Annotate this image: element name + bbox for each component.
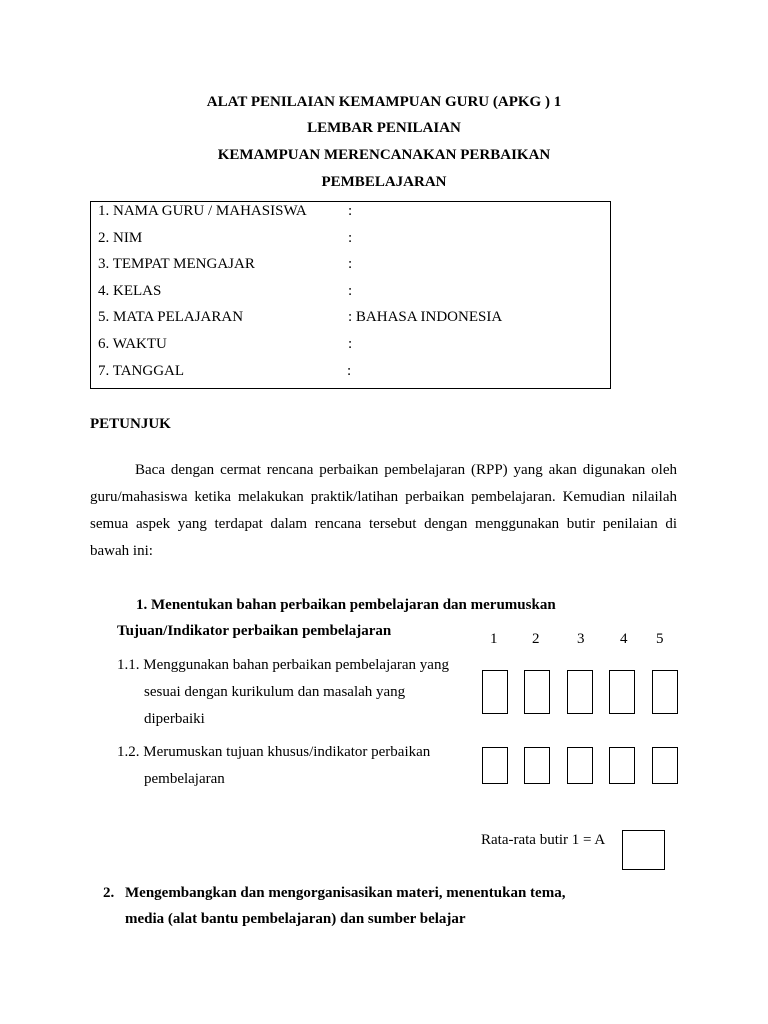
item-1-2-score-5[interactable]	[652, 747, 678, 784]
instructions-line-3: semua aspek yang terdapat dalam rencana tersebut dengan menggunakan butir penilaian di	[90, 516, 677, 532]
item-1-2-score-3[interactable]	[567, 747, 593, 784]
scale-label-2: 2	[532, 631, 540, 647]
identity-label-place: 3. TEMPAT MENGAJAR	[98, 256, 255, 272]
identity-value-date: :	[347, 363, 352, 379]
section-1-title-cont: Tujuan/Indikator perbaikan pembelajaran	[117, 623, 392, 639]
section-2-number: 2.	[103, 885, 115, 901]
section-1-title: 1. Menentukan bahan perbaikan pembelajaran dan merumuskan	[136, 597, 556, 613]
item-1-1-score-1[interactable]	[482, 670, 508, 714]
identity-label-date: 7. TANGGAL	[98, 363, 185, 379]
item-1-2-score-4[interactable]	[609, 747, 635, 784]
section-2-title: Mengembangkan dan mengorganisasikan materi, menentukan tema,	[125, 885, 566, 901]
identity-label-subject: 5. MATA PELAJARAN	[98, 309, 244, 325]
item-1-1-score-3[interactable]	[567, 670, 593, 714]
instructions-line-1: Baca dengan cermat rencana perbaikan pembelajaran (RPP) yang akan digunakan oleh	[135, 462, 677, 478]
identity-value-time: :	[348, 336, 353, 352]
identity-value-subject: : BAHASA INDONESIA	[348, 309, 503, 325]
form-subtitle-3: PEMBELAJARAN	[321, 174, 447, 190]
scale-label-4: 4	[620, 631, 628, 647]
instructions-line-2: guru/mahasiswa ketika melakukan praktik/latihan perbaikan pembelajaran. Kemudian nilailah	[90, 489, 677, 505]
identity-label-nim: 2. NIM	[98, 230, 143, 246]
identity-box	[90, 201, 611, 389]
scale-label-5: 5	[656, 631, 664, 647]
identity-value-place: :	[348, 256, 353, 272]
identity-label-name: 1. NAMA GURU / MAHASISWA	[98, 203, 307, 219]
item-1-1-line-2: sesuai dengan kurikulum dan masalah yang	[144, 684, 406, 700]
item-1-1-score-4[interactable]	[609, 670, 635, 714]
average-label: Rata-rata butir 1 = A	[481, 832, 606, 848]
identity-label-class: 4. KELAS	[98, 283, 162, 299]
instructions-line-4: bawah ini:	[90, 543, 153, 559]
instructions-heading: PETUNJUK	[90, 416, 171, 432]
scale-label-3: 3	[577, 631, 585, 647]
item-1-1-score-5[interactable]	[652, 670, 678, 714]
item-1-2-line-1: 1.2. Merumuskan tujuan khusus/indikator perbaikan	[117, 744, 431, 760]
item-1-1-line-3: diperbaiki	[144, 711, 205, 727]
identity-value-nim: :	[348, 230, 353, 246]
form-subtitle-2: KEMAMPUAN MERENCANAKAN PERBAIKAN	[217, 147, 551, 163]
identity-value-name: :	[348, 203, 353, 219]
item-1-2-score-2[interactable]	[524, 747, 550, 784]
average-score-box[interactable]	[622, 830, 665, 870]
item-1-2-score-1[interactable]	[482, 747, 508, 784]
form-title: ALAT PENILAIAN KEMAMPUAN GURU (APKG ) 1	[206, 94, 562, 110]
item-1-1-line-1: 1.1. Menggunakan bahan perbaikan pembelajaran yang	[117, 657, 449, 673]
section-2-title-cont: media (alat bantu pembelajaran) dan sumber belajar	[125, 911, 466, 927]
identity-label-time: 6. WAKTU	[98, 336, 167, 352]
item-1-1-score-2[interactable]	[524, 670, 550, 714]
instructions-paragraph	[90, 457, 677, 565]
identity-value-class: :	[348, 283, 353, 299]
form-subtitle: LEMBAR PENILAIAN	[307, 120, 461, 136]
item-1-2-line-2: pembelajaran	[144, 771, 225, 787]
scale-label-1: 1	[490, 631, 498, 647]
